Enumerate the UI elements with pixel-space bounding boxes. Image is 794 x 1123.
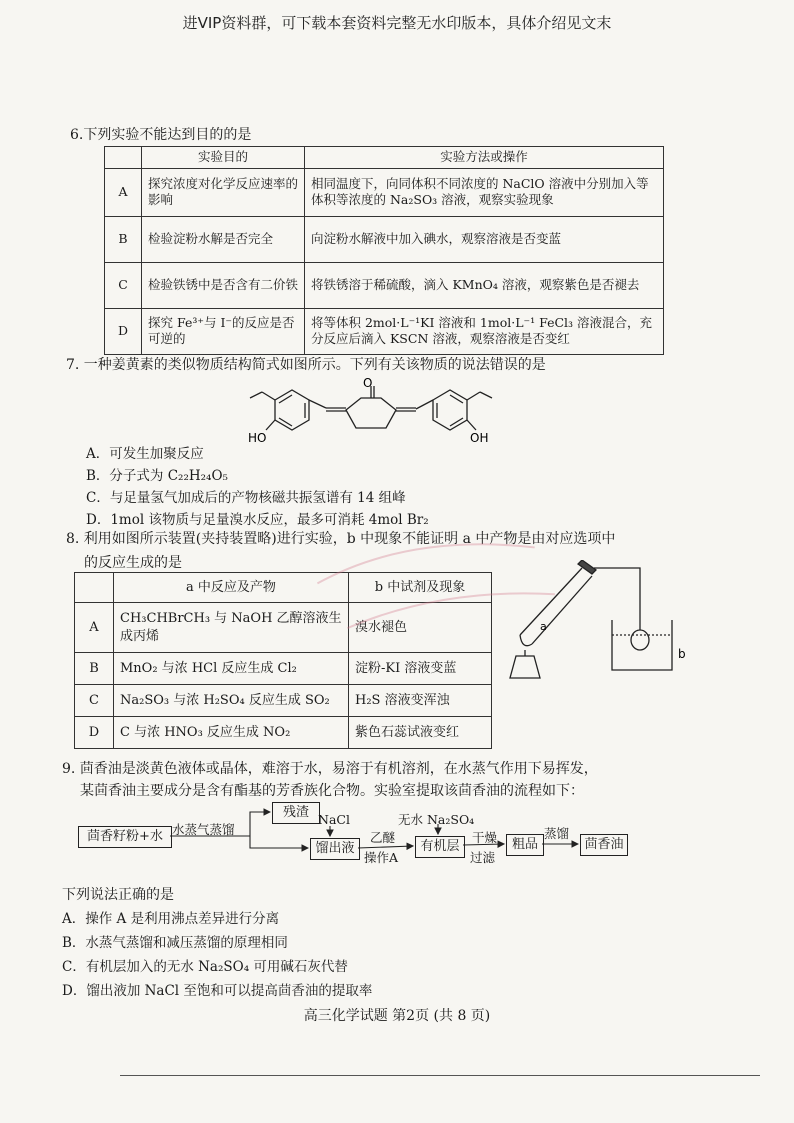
table-row	[105, 308, 664, 354]
oh-right-label: OH	[470, 431, 489, 445]
ketone-o-label: O	[363, 378, 373, 390]
table-row	[75, 685, 492, 717]
row-purpose: 探究浓度对化学反应速率的影响	[142, 168, 305, 216]
flow-product-box: 茴香油	[580, 834, 628, 856]
row-method: 相同温度下，向同体积不同浓度的 NaClO 溶液中分别加入等体积等浓度的 Na₂SO₃ 溶液，观察实验现象	[305, 168, 664, 216]
flow-distill-label: 蒸馏	[544, 826, 570, 841]
row-label: D	[105, 308, 142, 354]
row-reaction: Na₂SO₃ 与浓 H₂SO₄ 反应生成 SO₂	[114, 685, 349, 717]
q7-option-b: B．分子式为 C₂₂H₂₄O₅	[86, 468, 228, 484]
q9-option-a: A．操作 A 是利用沸点差异进行分离	[62, 911, 280, 927]
q8-header-result: b 中试剂及现象	[349, 573, 492, 603]
ho-left-label: HO	[248, 431, 267, 445]
flow-step1-label: 水蒸气蒸馏	[172, 822, 235, 837]
q8-stem-line1: 8. 利用如图所示装置(夹持装置略)进行实验，b 中现象不能证明 a 中产物是由对应选项中	[66, 531, 616, 547]
scan-edge-line	[120, 1075, 760, 1076]
q7-option-c: C．与足量氢气加成后的产物核磁共振氢谱有 14 组峰	[86, 490, 406, 506]
q9-option-c: C．有机层加入的无水 Na₂SO₄ 可用碱石灰代替	[62, 959, 348, 975]
row-label: C	[105, 262, 142, 308]
q9-sub-stem: 下列说法正确的是	[62, 887, 174, 903]
q6-header-label	[105, 147, 142, 169]
q6-table	[104, 146, 664, 355]
flow-nacl-label: NaCl	[318, 812, 350, 827]
q6-stem: 6.下列实验不能达到目的的是	[70, 127, 252, 143]
flow-filter-label: 过滤	[470, 850, 496, 865]
row-result: 紫色石蕊试液变红	[349, 717, 492, 749]
row-label: C	[75, 685, 114, 717]
table-row	[105, 262, 664, 308]
row-purpose: 检验淀粉水解是否完全	[142, 216, 305, 262]
q8-header-label	[75, 573, 114, 603]
row-reaction: CH₃CHBrCH₃ 与 NaOH 乙醇溶液生成丙烯	[114, 603, 349, 653]
row-method: 将等体积 2mol·L⁻¹KI 溶液和 1mol·L⁻¹ FeCl₃ 溶液混合，充分反应后滴入 KSCN 溶液，观察溶液是否变红	[305, 308, 664, 354]
row-reaction: C 与浓 HNO₃ 反应生成 NO₂	[114, 717, 349, 749]
row-label: A	[105, 168, 142, 216]
row-result: H₂S 溶液变浑浊	[349, 685, 492, 717]
q6-header-method: 实验方法或操作	[305, 147, 664, 169]
row-purpose: 探究 Fe³⁺与 I⁻的反应是否可逆的	[142, 308, 305, 354]
q9-stem-line1: 9. 茴香油是淡黄色液体或晶体，难溶于水，易溶于有机溶剂，在水蒸气作用下易挥发，	[62, 761, 598, 777]
flow-organic-box: 有机层	[415, 836, 465, 858]
q9-stem-line2: 某茴香油主要成分是含有酯基的芳香族化合物。实验室提取该茴香油的流程如下：	[80, 783, 584, 799]
row-reaction: MnO₂ 与浓 HCl 反应生成 Cl₂	[114, 653, 349, 685]
page-footer: 高三化学试题 第2页 (共 8 页)	[303, 1008, 491, 1024]
flow-distillate-box: 馏出液	[310, 838, 360, 860]
q8-header-reaction: a 中反应及产物	[114, 573, 349, 603]
table-row	[105, 168, 664, 216]
flow-opa-label: 操作A	[364, 850, 399, 865]
curcumin-analog-structure	[230, 378, 530, 450]
q9-option-b: B．水蒸气蒸馏和减压蒸馏的原理相同	[62, 935, 288, 951]
row-method: 将铁锈溶于稀硫酸，滴入 KMnO₄ 溶液，观察紫色是否褪去	[305, 262, 664, 308]
row-method: 向淀粉水解液中加入碘水，观察溶液是否变蓝	[305, 216, 664, 262]
q6-header-row	[105, 147, 664, 169]
apparatus-a-label: a	[540, 620, 547, 633]
vip-banner: 进VIP资料群，可下载本套资料完整无水印版本，具体介绍见文末	[182, 14, 612, 32]
flow-start-box: 茴香籽粉+水	[78, 826, 172, 848]
q7-stem: 7. 一种姜黄素的类似物质结构简式如图所示。下列有关该物质的说法错误的是	[66, 357, 546, 373]
row-label: B	[105, 216, 142, 262]
flow-na2so4-label: 无水 Na₂SO₄	[398, 812, 475, 827]
q9-option-d: D．馏出液加 NaCl 至饱和可以提高茴香油的提取率	[62, 983, 373, 999]
row-label: A	[75, 603, 114, 653]
row-result: 溴水褪色	[349, 603, 492, 653]
apparatus-b-label: b	[678, 647, 686, 661]
row-label: B	[75, 653, 114, 685]
flow-residue-box: 残渣	[272, 802, 320, 824]
table-row	[75, 717, 492, 749]
flow-crude-box: 粗品	[506, 834, 544, 856]
flow-dry-label: 干燥	[472, 830, 498, 845]
row-result: 淀粉-KI 溶液变蓝	[349, 653, 492, 685]
q6-header-purpose: 实验目的	[142, 147, 305, 169]
table-row	[105, 216, 664, 262]
table-row	[75, 653, 492, 685]
row-label: D	[75, 717, 114, 749]
q7-option-d: D．1mol 该物质与足量溴水反应，最多可消耗 4mol Br₂	[86, 512, 429, 528]
q8-stem-line2: 的反应生成的是	[84, 555, 182, 571]
q7-option-a: A．可发生加聚反应	[86, 446, 204, 462]
row-purpose: 检验铁锈中是否含有二价铁	[142, 262, 305, 308]
flow-ether-label: 乙醚	[370, 830, 396, 845]
